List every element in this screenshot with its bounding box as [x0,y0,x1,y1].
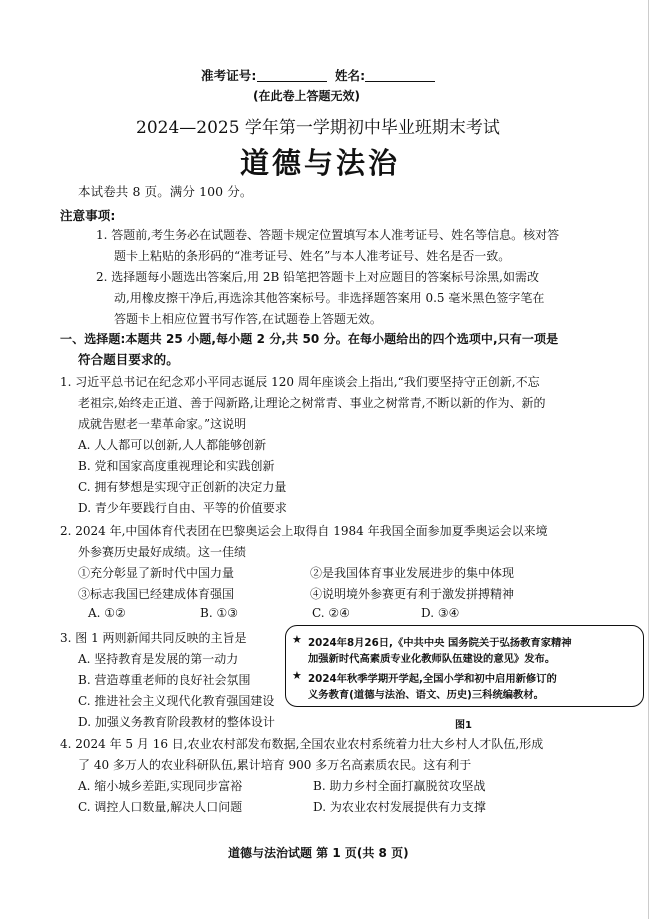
q2-option-a: A. ①② [88,606,126,620]
q4-option-a: A. 缩小城乡差距,实现同步富裕 [78,779,243,793]
exam-id-label: 准考证号: [201,68,257,83]
q4-option-d: D. 为农业农村发展提供有力支撑 [313,800,486,814]
section-1-heading-line-2: 符合题目要求的。 [78,352,179,367]
news-2-star-icon: ★ [292,669,302,682]
q4-option-c: C. 调控人口数量,解决人口问题 [78,800,243,814]
q4-option-b: B. 助力乡村全面打赢脱贫攻坚战 [313,779,486,793]
q3-option-a: A. 坚持教育是发展的第一动力 [78,652,239,666]
exam-id-blank [257,69,327,82]
q1-option-d: D. 青少年要践行自由、平等的价值要求 [78,501,287,515]
q1-option-b: B. 党和国家高度重视理论和实践创新 [78,459,275,473]
instructions-heading: 注意事项: [60,208,116,223]
q2-statement-2: ②是我国体育事业发展进步的集中体现 [310,566,515,580]
answer-invalid-notice: (在此卷上答题无效) [253,89,360,103]
instruction-1-line-2: 题卡上粘贴的条形码的“准考证号、姓名”与本人准考证号、姓名是否一致。 [114,249,511,263]
instruction-2-line-2: 动,用橡皮擦干净后,再选涂其他答案标号。非选择题答案用 0.5 毫米黑色签字笔在 [114,291,545,305]
q3-option-b: B. 营造尊重老师的良好社会氛围 [78,673,251,687]
q1-stem-line-3: 成就告慰老一辈革命家。”这说明 [78,417,247,431]
news-2-line-2: 义务教育(道德与法治、语文、历史)三科统编教材。 [308,689,544,701]
page-footer: 道德与法治试题 第 1 页(共 8 页) [228,846,409,860]
q1-stem-line-1: 1. 习近平总书记在纪念邓小平同志诞辰 120 周年座谈会上指出,“我们要坚持守正创新,不忘 [60,375,540,389]
instruction-2-line-1: 2. 选择题每小题选出答案后,用 2B 铅笔把答题卡上对应题目的答案标号涂黑,如需改 [96,270,539,284]
q4-stem-line-1: 4. 2024 年 5 月 16 日,农业农村部发布数据,全国农业农村系统着力壮大乡村人才队伍,形成 [60,737,544,751]
q2-stem-line-2: 外参赛历史最好成绩。这一佳绩 [78,545,247,559]
name-blank [365,69,435,82]
q3-option-c: C. 推进社会主义现代化教育强国建设 [78,694,275,708]
q2-statement-1: ①充分彰显了新时代中国力量 [78,566,235,580]
exam-title: 2024—2025 学年第一学期初中毕业班期末考试 [136,118,500,138]
q2-statement-3: ③标志我国已经建成体育强国 [78,587,235,601]
q3-stem: 3. 图 1 两则新闻共同反映的主旨是 [60,631,247,645]
figure-1-news-box [285,625,644,707]
news-1-star-icon: ★ [292,633,302,646]
q3-option-d: D. 加强义务教育阶段教材的整体设计 [78,715,275,729]
candidate-info-line [201,66,435,84]
q1-option-a: A. 人人都可以创新,人人都能够创新 [78,438,267,452]
q2-stem-line-1: 2. 2024 年,中国体育代表团在巴黎奥运会上取得自 1984 年我国全面参加夏季奥运会以来境 [60,524,548,538]
q1-option-c: C. 拥有梦想是实现守正创新的决定力量 [78,480,287,494]
name-label: 姓名: [334,68,366,83]
exam-meta: 本试卷共 8 页。满分 100 分。 [78,184,253,199]
instruction-2-line-3: 答题卡上相应位置书写作答,在试题卷上答题无效。 [114,312,382,326]
figure-1-label: 图1 [455,720,472,731]
subject-title: 道德与法治 [240,146,401,180]
news-1-line-2: 加强新时代高素质专业化教师队伍建设的意见》发布。 [308,653,556,665]
news-2-line-1: 2024年秋季学期开学起,全国小学和初中启用新修订的 [308,673,557,685]
binding-edge-line [648,0,649,919]
q2-statement-4: ④说明境外参赛更有利于激发拼搏精神 [310,587,515,601]
instruction-1-line-1: 1. 答题前,考生务必在试题卷、答题卡规定位置填写本人准考证号、姓名等信息。核对答 [96,228,560,242]
q2-option-b: B. ①③ [200,606,238,620]
q2-option-d: D. ③④ [421,606,460,620]
news-1-line-1: 2024年8月26日,《中共中央 国务院关于弘扬教育家精神 [308,637,572,649]
q2-option-c: C. ②④ [312,606,350,620]
q1-stem-line-2: 老祖宗,始终走正道、善于闯新路,让理论之树常青、事业之树常青,不断以新的作为、新的 [78,396,546,410]
section-1-heading-line-1: 一、选择题:本题共 25 小题,每小题 2 分,共 50 分。在每小题给出的四个选项中,只有一项是 [60,332,559,346]
q4-stem-line-2: 了 40 多万人的农业科研队伍,累计培育 900 多万名高素质农民。这有利于 [78,758,472,772]
